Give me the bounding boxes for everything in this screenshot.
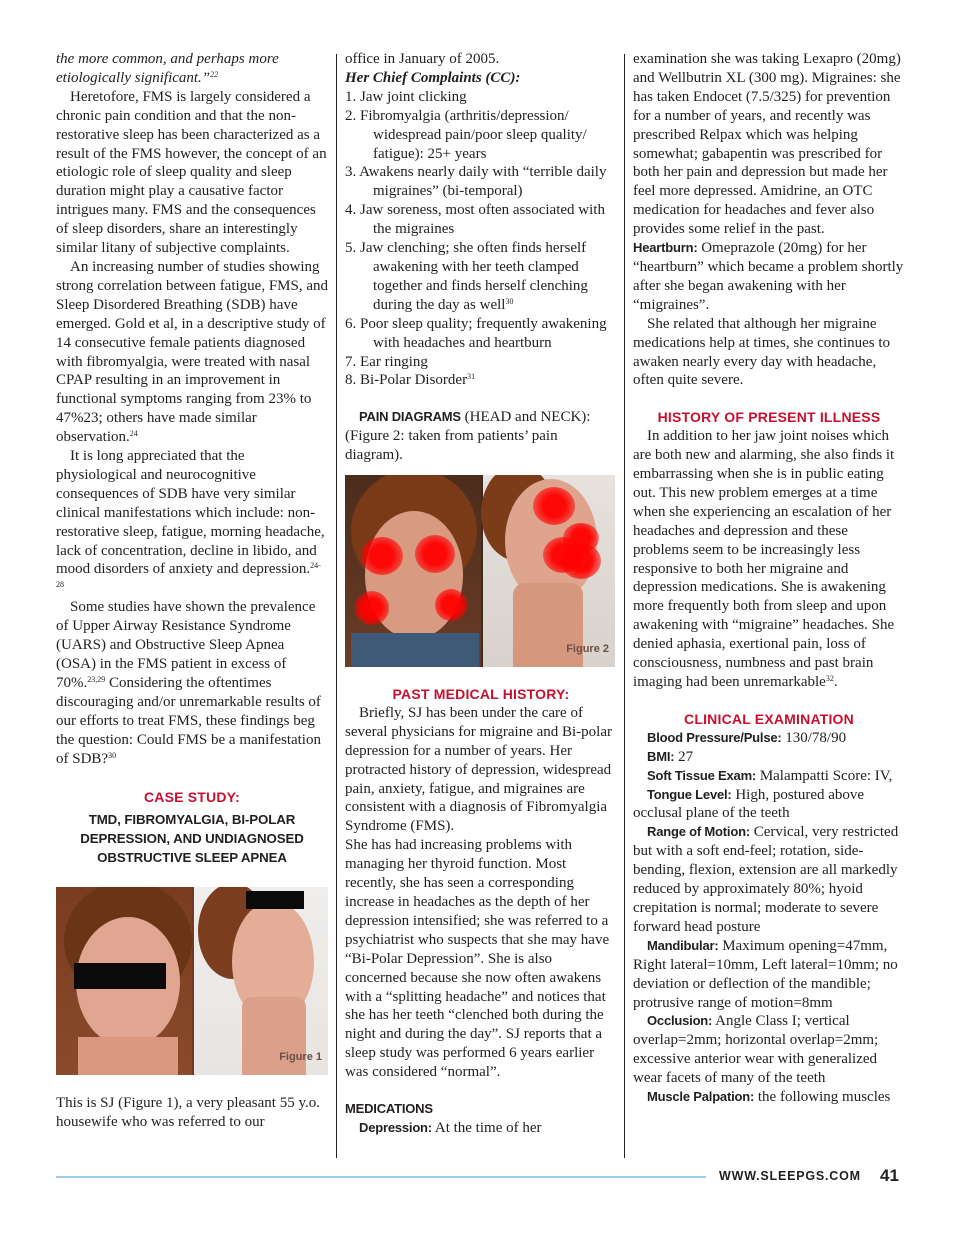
paragraph: This is SJ (Figure 1), a very pleasant 55 y.o. housewife who was referred to our	[56, 1095, 320, 1131]
pain-marker	[415, 535, 455, 573]
depression-label: Depression:	[359, 1119, 432, 1135]
reference-marker: 32	[825, 674, 834, 683]
paragraph-text: Omeprazole (20mg) for her “heartburn” which became a problem shortly after she began awakening with her “migraines”.	[633, 240, 904, 313]
photo-front-neck	[78, 1037, 178, 1075]
complaints-list	[345, 88, 617, 391]
exam-value: 27	[674, 748, 694, 765]
exam-value: High, postured above occlusal plane of the teeth	[633, 786, 865, 822]
list-item	[345, 371, 617, 390]
history-present-illness-heading: HISTORY OF PRESENT ILLNESS	[657, 409, 881, 426]
paragraph	[345, 408, 617, 465]
exam-item	[633, 823, 905, 936]
exam-item	[633, 748, 905, 767]
reference-marker: 30	[108, 750, 117, 760]
paragraph: office in January of 2005.	[345, 51, 500, 67]
paragraph-text: An increasing number of studies showing strong correlation between fatigue, FMS, and Sleep Disordered Breathing (SDB) have emerged. Gold et al, in a descriptive study of 14 consecutive female patients diagnosed with fibromyalgia, were treated with nasal CPAP resulting in an improvement in functional symptoms ranging from 23% to 47%23; others have made similar observation.	[56, 258, 329, 446]
paragraph	[345, 1119, 617, 1138]
exam-value: Angle Class I; vertical overlap=2mm; horizontal overlap=2mm; excessive anterior wear with generalized wear facets of many of the teeth	[633, 1013, 879, 1087]
footer-url: WWW.SLEEPGS.COM	[719, 1169, 861, 1183]
paragraph-text: Considering the oftentimes discouraging and/or unremarkable results of our efforts to treat FMS, these findings beg the question: Could FMS be a manifestation of SDB?	[56, 674, 321, 767]
range-of-motion-label: Range of Motion:	[647, 824, 750, 840]
list-item	[345, 239, 617, 315]
case-study-heading: CASE STUDY:	[143, 789, 241, 806]
pain-marker	[435, 589, 467, 621]
footer-rule	[56, 1176, 706, 1178]
exam-value: Malampatti Score: IV,	[756, 767, 893, 784]
case-study-subheading: TMD, FIBROMYALGIA, BI-POLAR DEPRESSION, AND UNDIAGNOSED OBSTRUCTIVE SLEEP APNEA	[80, 812, 304, 866]
blood-pressure-label: Blood Pressure/Pulse:	[647, 729, 782, 745]
paragraph: Briefly, SJ has been under the care of several physicians for migraine and Bi-polar depression for a number of years. Her protracted history of depression, widespread pain, anxiety, fatigue, and migraines are consistent with a diagnosis of Fibromyalgia Syndrome (FMS).	[345, 704, 612, 835]
column-1	[56, 50, 328, 1132]
quote-text: the more common, and perhaps more etiologically significant.”	[56, 51, 279, 86]
reference-marker: 24	[129, 429, 138, 439]
photo-front-shirt	[351, 633, 479, 667]
figure-2-label: Figure 2	[566, 643, 609, 656]
list-item: 2. Fibromyalgia (arthritis/depression/ widespread pain/poor sleep quality/ fatigue): 25+ years	[345, 107, 587, 162]
bmi-label: BMI:	[647, 748, 675, 764]
pain-marker	[563, 523, 599, 553]
paragraph	[633, 239, 905, 315]
heartburn-label: Heartburn:	[633, 240, 698, 256]
mandibular-label: Mandibular:	[647, 937, 719, 953]
pain-marker	[361, 537, 403, 575]
exam-item	[633, 937, 905, 1013]
privacy-bar-profile	[246, 891, 304, 909]
list-item: 1. Jaw joint clicking	[345, 88, 467, 105]
medications-heading: MEDICATIONS	[345, 1101, 433, 1117]
paragraph: She related that although her migraine medications help at times, she continues to awaken nearly every day with headache, often quite severe.	[633, 315, 891, 389]
exam-value: Cervical, very restricted but with a soft end-feel; rotation, side-bending, flexion, extension are all markedly reduced by approximately 80%; hyoid crepitation is normal; moderate to severe forward head posture	[633, 824, 899, 935]
pain-diagrams-label: PAIN DIAGRAMS	[359, 409, 461, 425]
soft-tissue-label: Soft Tissue Exam:	[647, 767, 757, 783]
column-3	[633, 50, 905, 1107]
reference-marker: 23,29	[87, 674, 106, 684]
figure-1-photo	[56, 887, 328, 1075]
occlusion-label: Occlusion:	[647, 1013, 713, 1029]
list-item-text: 8. Bi-Polar Disorder	[345, 372, 468, 389]
paragraph-text: It is long appreciated that the physiological and neurocognitive consequences of SDB have very similar clinical manifestations which include: non-restorative sleep, fatigue, morning headache, lack of concentration, decline in libido, and mood disorders of anxiety and depression.	[56, 448, 325, 578]
paragraph	[56, 598, 328, 768]
column-2	[345, 50, 617, 1138]
paragraph-text: (HEAD and NECK): (Figure 2: taken from patients’ pain diagram).	[345, 409, 591, 464]
tongue-level-label: Tongue Level:	[647, 786, 732, 802]
pain-marker	[533, 487, 575, 525]
pain-marker	[355, 591, 389, 625]
exam-item	[633, 767, 905, 786]
paragraph	[56, 50, 328, 88]
reference-marker: 31	[467, 372, 476, 382]
clinical-examination-heading: CLINICAL EXAMINATION	[684, 710, 854, 727]
past-medical-history-heading: PAST MEDICAL HISTORY:	[392, 686, 570, 703]
list-item: 3. Awakens nearly daily with “terrible daily migraines” (bi-temporal)	[345, 164, 607, 200]
reference-marker: 24-28	[56, 561, 321, 590]
list-item: 6. Poor sleep quality; frequently awakening with headaches and heartburn	[345, 315, 607, 351]
paragraph: Heretofore, FMS is largely considered a chronic pain condition and that the non-restorative sleep has been characterized as a result of the FMS however, the concept of an etiologic role of sleep quality and sleep duration might play a causative factor intrigues many. FMS and the consequences of sleep disorders, share an interestingly similar litany of subjective complaints.	[56, 88, 327, 257]
paragraph: She has had increasing problems with managing her thyroid function. Most recently, she has seen a corresponding increase in headaches as the depth of her depression intensified; she was referred to a psychiatrist who suspects that she may have “Bi-Polar Depression”. She is also concerned because she now often awakens with a “splitting headache” and notices that she has her teeth “clenched both during the night and during the day”. SJ reports that a sleep study was performed 6 years earlier was considered “normal”.	[345, 837, 610, 1081]
paragraph-text: Some studies have shown the prevalence of Upper Airway Resistance Syndrome (UARS) and Obstructive Sleep Apnea (OSA) in the FMS patient in excess of 70%.	[56, 599, 316, 691]
paragraph	[56, 258, 328, 447]
exam-item	[633, 786, 905, 824]
exam-value: Maximum opening=47mm, Right lateral=10mm, Left lateral=10mm; no deviation or deflection of the mandible; protrusive range of motion=8mm	[633, 937, 898, 1011]
reference-marker: 22	[210, 69, 219, 79]
paragraph: examination she was taking Lexapro (20mg) and Wellbutrin XL (300 mg). Migraines: she has taken Endocet (7.5/325) for prevention for a number of years, and recently was prescribed Relpax which was helping somewhat; gabapentin was prescribed for both her pain and depression but made her feel more depressed. Amidrine, an OTC medication for headaches and fever also provides some relief in the past.	[633, 51, 901, 238]
chief-complaints-heading: Her Chief Complaints (CC):	[345, 69, 521, 86]
figure-2-photo	[345, 475, 615, 667]
reference-marker: 30	[505, 296, 514, 306]
paragraph-text: At the time of her	[431, 1119, 542, 1136]
paragraph-text: In addition to her jaw joint noises which are both new and alarming, she also finds it embarrassing when she is in public eating out. This new problem emerges at a time when she experiencing an escalation of her headaches and depression and these problems seem to be increasingly less responsive to both her migraine and depression medications. She is awakening more frequently both from sleep and upon awakening with “migraine” headaches. She denied aphasia, exertional pain, loss of consciousness, numbness and past brain imaging had been unremarkable	[633, 428, 895, 690]
paragraph: In addition to her jaw joint noises which are both new and alarming, she also finds it embarrassing when she is in public eating out. This new problem emerges at a time when she experiencing an escalation of her headaches and depression and these problems seem to be increasingly less responsive to both her migraine and depression medications. She is awakening more frequently both from sleep and upon awakening with “migraine” headaches. She denied aphasia, exertional pain, loss of consciousness, numbness and past brain imaging had been unremarkable$^{32}$.	[633, 428, 895, 690]
column-divider	[624, 54, 625, 1158]
muscle-palpation-label: Muscle Palpation:	[647, 1089, 755, 1105]
exam-value: the following muscles	[754, 1089, 891, 1106]
paragraph	[56, 447, 328, 598]
list-item: 7. Ear ringing	[345, 353, 428, 370]
figure-1-label: Figure 1	[279, 1051, 322, 1064]
exam-item	[633, 1088, 905, 1107]
exam-value: 130/78/90	[781, 729, 847, 746]
column-divider	[336, 54, 337, 1158]
list-item: 4. Jaw soreness, most often associated with the migraines	[345, 202, 605, 238]
page-number: 41	[880, 1166, 899, 1185]
list-item-text: 5. Jaw clenching; she often finds herself awakening with her teeth clamped together and finds herself clenching during the day as well	[345, 240, 588, 313]
exam-item	[633, 729, 905, 748]
exam-item	[633, 1012, 905, 1088]
privacy-bar-eyes	[74, 963, 166, 989]
